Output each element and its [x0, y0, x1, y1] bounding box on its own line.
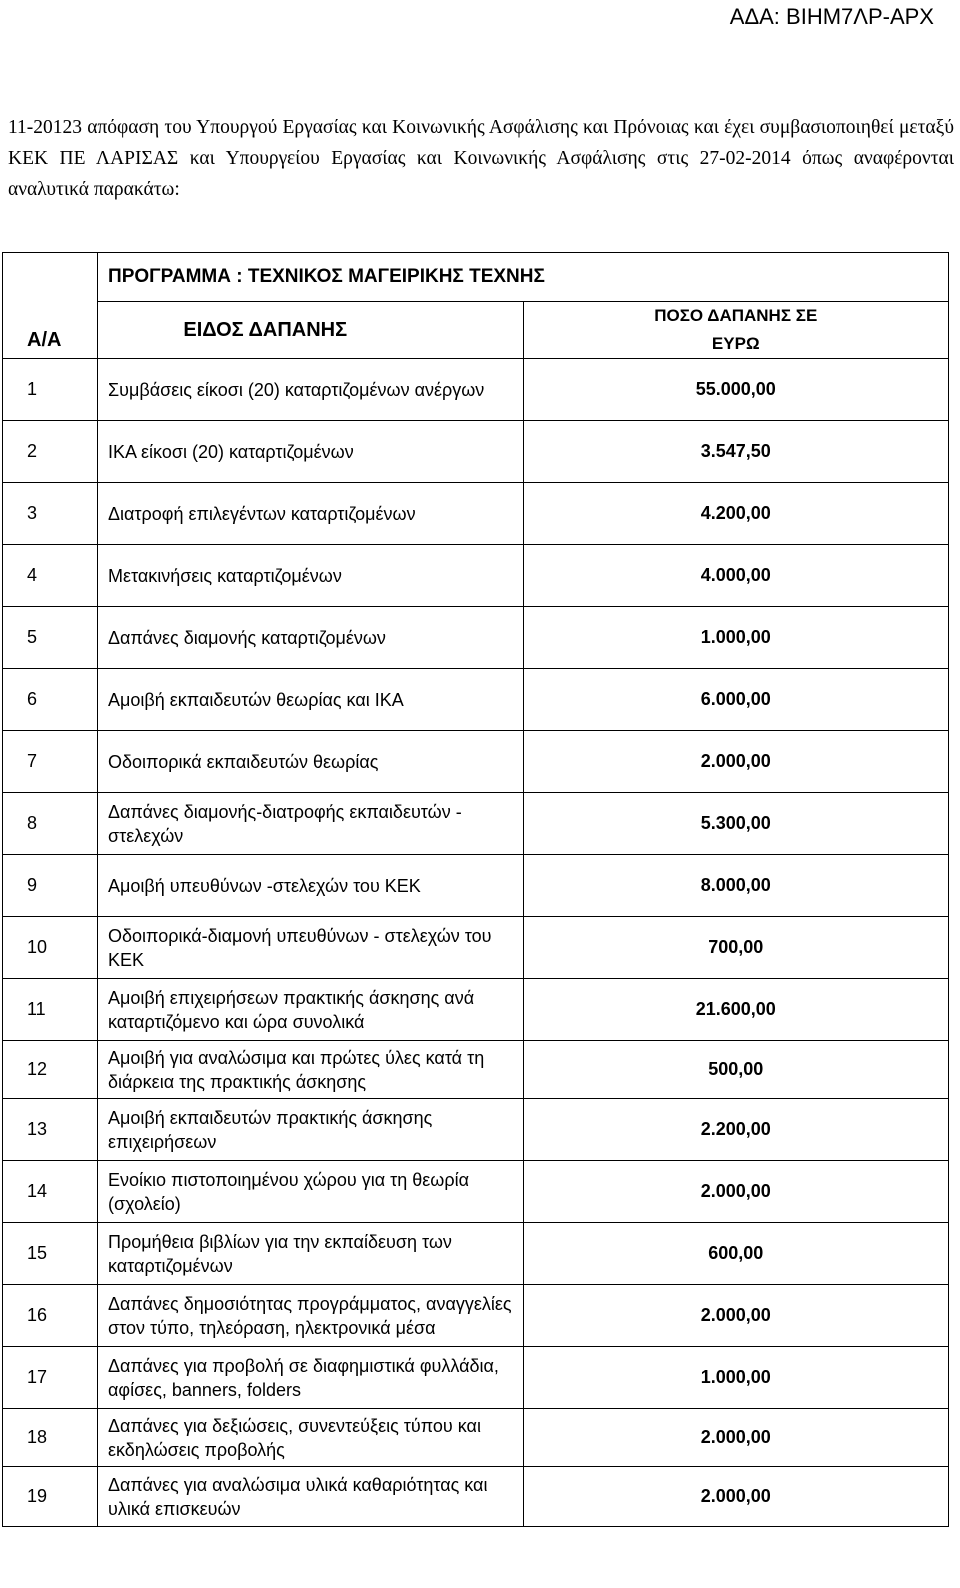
row-number: 18: [3, 1409, 98, 1467]
row-amount: 21.600,00: [523, 979, 949, 1041]
row-amount: 600,00: [523, 1223, 949, 1285]
row-description: Δαπάνες διαμονής καταρτιζομένων: [98, 607, 524, 669]
header-amount-line1: ΠΟΣΟ ΔΑΠΑΝΗΣ ΣΕ: [654, 306, 818, 325]
row-amount: 55.000,00: [523, 359, 949, 421]
table-row: [3, 979, 949, 1041]
table-row: [3, 359, 949, 421]
table-row: [3, 1347, 949, 1409]
row-description: Αμοιβή για αναλώσιμα και πρώτες ύλες κατά τη διάρκεια της πρακτικής άσκησης: [98, 1041, 524, 1099]
table-row: [3, 793, 949, 855]
row-description: Αμοιβή εκπαιδευτών θεωρίας και ΙΚΑ: [98, 669, 524, 731]
intro-paragraph: 11-20123 απόφαση του Υπουργού Εργασίας και Κοινωνικής Ασφάλισης και Πρόνοιας και έχει συμβασιοποιηθεί μεταξύ ΚΕΚ ΠΕ ΛΑΡΙΣΑΣ και Υπουργείου Εργασίας και Κοινωνικής Ασφάλισης στις 27-02-2014 όπως αναφέρονται αναλυτικά παρακάτω:: [8, 117, 954, 200]
row-description: Δαπάνες για δεξιώσεις, συνεντεύξεις τύπου και εκδηλώσεις προβολής: [98, 1409, 524, 1467]
table-row: [3, 421, 949, 483]
table-header-row-2: [3, 302, 949, 359]
row-description: Διατροφή επιλεγέντων καταρτιζομένων: [98, 483, 524, 545]
row-amount: 5.300,00: [523, 793, 949, 855]
row-description: Δαπάνες δημοσιότητας προγράμματος, αναγγελίες στον τύπο, τηλεόραση, ηλεκτρονικά μέσα: [98, 1285, 524, 1347]
row-amount: 2.200,00: [523, 1099, 949, 1161]
table-row: [3, 1041, 949, 1099]
table-row: [3, 917, 949, 979]
row-number: 9: [3, 855, 98, 917]
row-number: 16: [3, 1285, 98, 1347]
program-title: ΠΡΟΓΡΑΜΜΑ : ΤΕΧΝΙΚΟΣ ΜΑΓΕΙΡΙΚΗΣ ΤΕΧΝΗΣ: [98, 253, 949, 302]
row-amount: 2.000,00: [523, 1467, 949, 1527]
table-row: [3, 1285, 949, 1347]
table-header-row: [3, 253, 949, 302]
table-row: [3, 731, 949, 793]
row-description: Συμβάσεις είκοσι (20) καταρτιζομένων ανέργων: [98, 359, 524, 421]
row-description: Δαπάνες για προβολή σε διαφημιστικά φυλλάδια, αφίσες, banners, folders: [98, 1347, 524, 1409]
row-description: Αμοιβή εκπαιδευτών πρακτικής άσκησης επιχειρήσεων: [98, 1099, 524, 1161]
row-description: Αμοιβή επιχειρήσεων πρακτικής άσκησης ανά καταρτιζόμενο και ώρα συνολικά: [98, 979, 524, 1041]
row-amount: 4.000,00: [523, 545, 949, 607]
row-number: 17: [3, 1347, 98, 1409]
row-amount: 1.000,00: [523, 1347, 949, 1409]
row-number: 7: [3, 731, 98, 793]
row-description: Δαπάνες για αναλώσιμα υλικά καθαριότητας και υλικά επισκευών: [98, 1467, 524, 1527]
header-aa: Α/Α: [3, 253, 98, 359]
row-amount: 2.000,00: [523, 1161, 949, 1223]
ada-code: ΑΔΑ: ΒΙΗΜ7ΛΡ-ΑΡΧ: [729, 4, 934, 29]
row-description: Προμήθεια βιβλίων για την εκπαίδευση των καταρτιζομένων: [98, 1223, 524, 1285]
table-row: [3, 1161, 949, 1223]
row-number: 10: [3, 917, 98, 979]
row-number: 12: [3, 1041, 98, 1099]
table-row: [3, 669, 949, 731]
table-row: [3, 1467, 949, 1527]
row-number: 19: [3, 1467, 98, 1527]
row-number: 13: [3, 1099, 98, 1161]
table-row: [3, 1099, 949, 1161]
header-amount-line2: ΕΥΡΩ: [711, 334, 760, 353]
row-amount: 6.000,00: [523, 669, 949, 731]
row-number: 5: [3, 607, 98, 669]
table-row: [3, 483, 949, 545]
row-number: 3: [3, 483, 98, 545]
row-number: 14: [3, 1161, 98, 1223]
row-number: 2: [3, 421, 98, 483]
table-row: [3, 1409, 949, 1467]
row-number: 1: [3, 359, 98, 421]
row-description: Οδοιπορικά-διαμονή υπευθύνων - στελεχών του ΚΕΚ: [98, 917, 524, 979]
row-description: Οδοιπορικά εκπαιδευτών θεωρίας: [98, 731, 524, 793]
row-number: 11: [3, 979, 98, 1041]
table-row: [3, 855, 949, 917]
table-row: [3, 607, 949, 669]
row-amount: 4.200,00: [523, 483, 949, 545]
row-amount: 2.000,00: [523, 1285, 949, 1347]
row-amount: 500,00: [523, 1041, 949, 1099]
row-number: 15: [3, 1223, 98, 1285]
row-amount: 1.000,00: [523, 607, 949, 669]
row-number: 8: [3, 793, 98, 855]
row-amount: 3.547,50: [523, 421, 949, 483]
row-description: Μετακινήσεις καταρτιζομένων: [98, 545, 524, 607]
header-amount: [523, 302, 949, 359]
row-number: 6: [3, 669, 98, 731]
row-amount: 8.000,00: [523, 855, 949, 917]
table-row: [3, 1223, 949, 1285]
row-number: 4: [3, 545, 98, 607]
expense-table: [2, 252, 949, 1527]
row-description: Δαπάνες διαμονής-διατροφής εκπαιδευτών - στελεχών: [98, 793, 524, 855]
row-amount: 2.000,00: [523, 1409, 949, 1467]
row-amount: 700,00: [523, 917, 949, 979]
row-description: ΙΚΑ είκοσι (20) καταρτιζομένων: [98, 421, 524, 483]
header-kind: ΕΙΔΟΣ ΔΑΠΑΝΗΣ: [98, 302, 524, 359]
row-description: Ενοίκιο πιστοποιημένου χώρου για τη θεωρία (σχολείο): [98, 1161, 524, 1223]
table-row: [3, 545, 949, 607]
row-description: Αμοιβή υπευθύνων -στελεχών του ΚΕΚ: [98, 855, 524, 917]
row-amount: 2.000,00: [523, 731, 949, 793]
